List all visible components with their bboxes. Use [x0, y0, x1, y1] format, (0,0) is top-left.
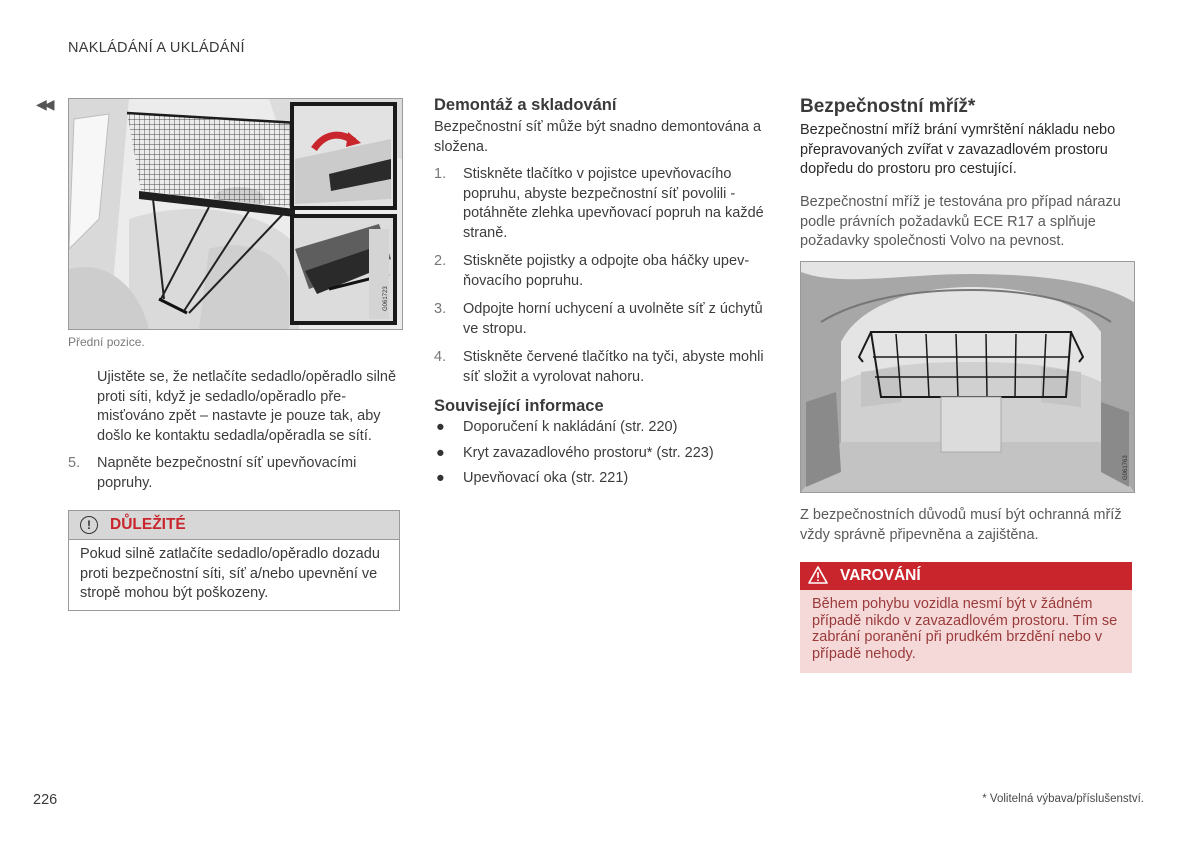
bullet: ● [436, 470, 445, 486]
test-paragraph: Bezpečnostní mříž je testována pro případ nárazu podle právních požadavků ECE R17 a splňuje požadavky společnosti Volvo na pevnost. [800, 194, 1121, 249]
important-title: DŮLEŽITÉ [110, 516, 186, 533]
step-number: 4. [434, 349, 447, 365]
link-text[interactable]: Doporučení k nakládání (str. 220) [463, 419, 678, 435]
after-figure-paragraph: Z bezpečnostních důvodů musí být ochranná mříž vždy správně připevněna a zajištěna. [800, 507, 1122, 543]
exclamation-icon: ! [80, 516, 98, 534]
warning-notice [800, 562, 1132, 673]
list-item [434, 348, 764, 387]
warning-triangle-icon [808, 566, 828, 584]
warning-notice-header [800, 562, 1132, 590]
step-text: Napněte bezpečnostní síť upevňovacími popruhy. [97, 455, 357, 491]
back-arrows-icon[interactable]: ◀◀ [36, 96, 52, 112]
important-body: Pokud silně zatlačíte sedadlo/opěradlo dozadu proti bezpečnostní síti, síť a/nebo upevnění ve stropě mohou být poškozeny. [80, 546, 380, 601]
dismantle-steps [434, 165, 764, 396]
step-text: Stiskněte červené tlačítko na tyči, abyste mohli síť složit a vyrolovat nahoru. [463, 349, 764, 385]
figure-caption: Přední pozice. [68, 335, 145, 349]
lead-paragraph: Bezpečnostní mříž brání vymrštění nákladu nebo přepravovaných zvířat v zavazadlovém prostoru dopředu do prostoru pro cestující. [800, 122, 1116, 177]
dismantle-intro: Bezpečnostní síť může být snadno demontována a složena. [434, 119, 762, 155]
step-text: Odpojte horní uchycení a uvolněte síť z úchytů ve stropu. [463, 301, 763, 337]
bullet: ● [436, 419, 445, 435]
front-position-illustration [68, 98, 403, 330]
page-number: 226 [33, 792, 58, 808]
list-item [434, 165, 764, 243]
list-item [434, 252, 764, 291]
step-number: 5. [68, 455, 81, 471]
important-notice-header [69, 511, 399, 540]
figure-code: G061723 [383, 286, 389, 311]
important-notice [68, 510, 400, 611]
related-link[interactable] [434, 418, 764, 438]
step-5 [68, 454, 398, 493]
cargo-grille-illustration [800, 261, 1135, 493]
list-item [434, 300, 764, 339]
running-header: NAKLÁDÁNÍ A UKLÁDÁNÍ [68, 40, 245, 56]
continuation-paragraph: Ujistěte se, že netlačíte sedadlo/opěradlo silně proti síti, když je sedadlo/opěradlo přemisťováno zpět – nastavte je pouze tak, aby došlo ke kontaktu sedadla/opěradla se sítí. [97, 369, 397, 444]
step-text: Stiskněte tlačítko v pojistce upevňovacího popruhu, abyste bezpečnostní síť povolili - potáhněte zlehka upevňovací popruh na každé straně. [463, 166, 764, 241]
related-links [434, 418, 764, 495]
related-link[interactable] [434, 469, 764, 489]
footnote: * Volitelná výbava/příslušenství. [982, 793, 1144, 805]
related-info-heading: Související informace [434, 397, 604, 415]
step-number: 1. [434, 166, 447, 182]
step-text: Stiskněte pojistky a odpojte oba háčky upevňovacího popruhu. [463, 253, 750, 289]
step-number: 2. [434, 253, 447, 269]
warning-title: VAROVÁNÍ [840, 567, 921, 584]
figure-code: G061763 [1123, 455, 1129, 480]
link-text[interactable]: Kryt zavazadlového prostoru* (str. 223) [463, 444, 714, 461]
step-number: 3. [434, 301, 447, 317]
bullet: ● [436, 444, 445, 461]
related-link[interactable] [434, 444, 764, 464]
section-title: Bezpečnostní mříž* [800, 96, 976, 117]
warning-body: Během pohybu vozidla nesmí být v žádném případě nikdo v zavazadlovém prostoru. Tím se zabrání poranění při prudkém brzdění nebo v případě nehody. [812, 596, 1118, 662]
dismantle-heading: Demontáž a skladování [434, 96, 617, 114]
link-text[interactable]: Upevňovací oka (str. 221) [463, 470, 629, 486]
